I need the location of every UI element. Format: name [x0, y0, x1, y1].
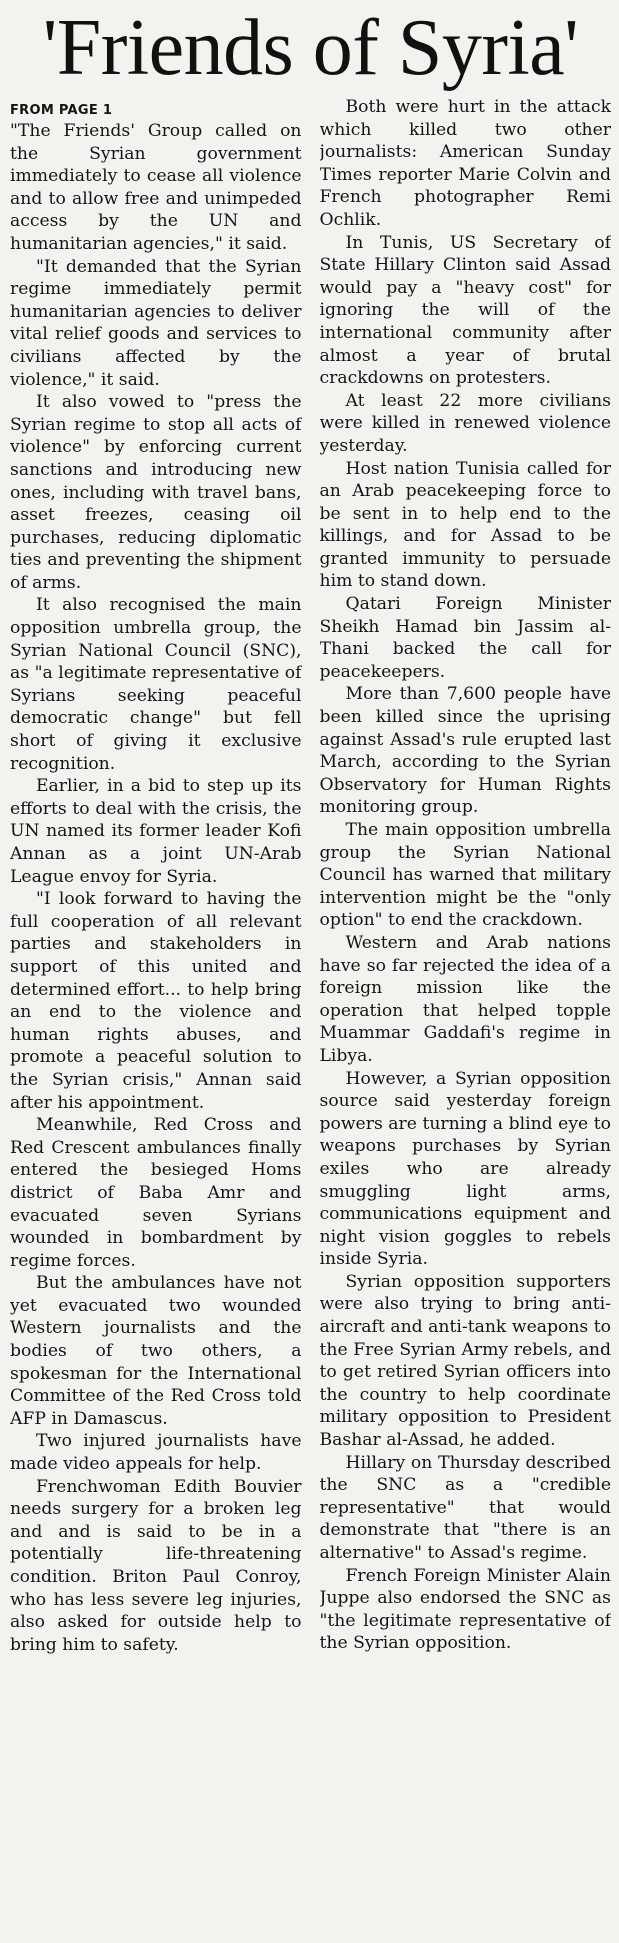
paragraph: Host nation Tunisia called for an Arab peacekeeping force to be sent in to help end to the killings, and for Assad to be granted immunity to persuade him to stand down.: [319, 458, 611, 592]
paragraph: It also recognised the main opposition umbrella group, the Syrian National Council (SNC), as "a legitimate representative of Syrians seeking peaceful democratic change" but fell short of giving it exclusive recognition.: [10, 595, 302, 774]
paragraph: Qatari Foreign Minister Sheikh Hamad bin Jassim al-Thani backed the call for peacekeepers.: [319, 594, 611, 682]
paragraph: However, a Syrian opposition source said yesterday foreign powers are turning a blind eye to weapons purchases by Syrian exiles who are already smuggling light arms, communications equipment and night vision goggles to rebels inside Syria.: [319, 1068, 611, 1270]
paragraph: "The Friends' Group called on the Syrian government immediately to cease all violence and to allow free and unimpeded access by the UN and humanitarian agencies," it said.: [10, 121, 302, 254]
paragraph: "It demanded that the Syrian regime immediately permit humanitarian agencies to deliver vital relief goods and services to civilians affected by the violence," it said.: [10, 256, 302, 390]
paragraph: French Foreign Minister Alain Juppe also endorsed the SNC as "the legitimate representative of the Syrian opposition.: [319, 1565, 611, 1654]
paragraph: In Tunis, US Secretary of State Hillary Clinton said Assad would pay a "heavy cost" for ignoring the will of the international community after almost a year of brutal crackdowns on protesters.: [319, 232, 611, 389]
article-column-right: [320, 96, 612, 1928]
paragraph: "I look forward to having the full cooperation of all relevant parties and stakeholders in support of this united and determined effort... to help bring an end to the violence and human rights abuses, and promote a peaceful solution to the Syrian crisis," Annan said after his appointment.: [10, 889, 302, 1113]
paragraph: Meanwhile, Red Cross and Red Crescent ambulances finally entered the besieged Homs district of Baba Amr and evacuated seven Syrians wounded in bombardment by regime forces.: [10, 1115, 302, 1271]
paragraph: Frenchwoman Edith Bouvier needs surgery for a broken leg and and is said to be in a potentially life-threatening condition. Briton Paul Conroy, who has less severe leg injuries, also asked for outside help to bring him to safety.: [10, 1476, 302, 1655]
jump-label: FROM PAGE 1: [10, 103, 113, 118]
article-body: [10, 96, 611, 1928]
paragraph: Western and Arab nations have so far rejected the idea of a foreign mission like the operation that helped topple Muammar Gaddafi's regime in Libya.: [319, 932, 611, 1066]
paragraph: But the ambulances have not yet evacuated two wounded Western journalists and the bodies of two others, a spokesman for the International Committee of the Red Cross told AFP in Damascus.: [10, 1273, 302, 1429]
article-column-left: [10, 96, 302, 1928]
paragraph: It also vowed to "press the Syrian regime to stop all acts of violence" by enforcing current sanctions and introducing new ones, including with travel bans, asset freezes, ceasing oil purchases, reducing diplomatic ties and preventing the shipment of arms.: [10, 392, 302, 593]
paragraph: Both were hurt in the attack which killed two other journalists: American Sunday Times reporter Marie Colvin and French photographer Remi Ochlik.: [319, 97, 611, 230]
paragraph: At least 22 more civilians were killed in renewed violence yesterday.: [319, 390, 611, 456]
headline: 'Friends of Syria': [42, 4, 579, 92]
paragraph: Syrian opposition supporters were also trying to bring anti-aircraft and anti-tank weapons to the Free Syrian Army rebels, and to get retired Syrian officers into the country to help coordinate military opposition to President Bashar al-Assad, he added.: [319, 1271, 611, 1451]
paragraph: Two injured journalists have made video appeals for help.: [10, 1431, 302, 1475]
paragraph: Hillary on Thursday described the SNC as a "credible representative" that would demonstrate that "there is an alternative" to Assad's regime.: [319, 1452, 611, 1563]
paragraph: The main opposition umbrella group the Syrian National Council has warned that military intervention might be the "only option" to end the crackdown.: [319, 820, 611, 931]
paragraph: More than 7,600 people have been killed since the uprising against Assad's rule erupted last March, according to the Syrian Observatory for Human Rights monitoring group.: [319, 684, 611, 818]
paragraph: Earlier, in a bid to step up its efforts to deal with the crisis, the UN named its former leader Kofi Annan as a joint UN-Arab League envoy for Syria.: [10, 776, 302, 887]
